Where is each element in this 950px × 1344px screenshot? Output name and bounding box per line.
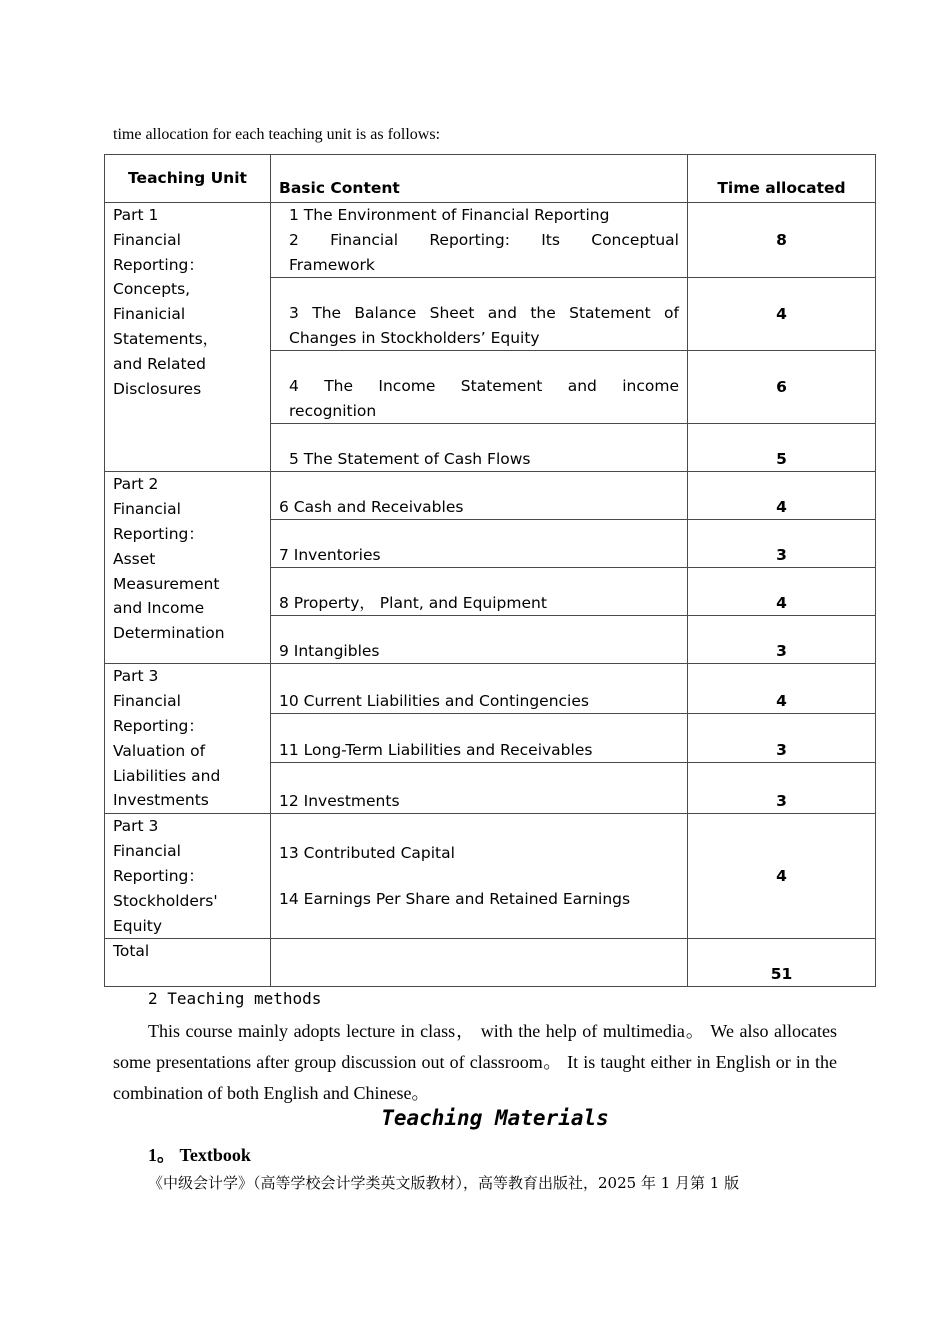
time-cell: 3 — [688, 616, 876, 664]
unit-line: Statements， — [113, 329, 219, 348]
total-row — [105, 939, 876, 987]
content-line: 13 Contributed Capital — [279, 843, 455, 862]
part3-unit-cell — [105, 664, 271, 814]
table-header-row — [105, 155, 876, 203]
unit-line: Financial — [113, 500, 181, 519]
unit-line: Reporting： — [113, 255, 204, 274]
content-cell: 8 Property， Plant, and Equipment — [271, 568, 688, 616]
time-cell: 4 — [688, 472, 876, 520]
unit-line: Part 3 — [113, 817, 159, 836]
total-label: Total — [105, 939, 271, 987]
unit-line: Financial — [113, 842, 181, 861]
unit-line: Reporting： — [113, 524, 204, 543]
unit-line: Reporting： — [113, 716, 204, 735]
table-row — [105, 664, 876, 714]
unit-line: Asset — [113, 549, 156, 568]
table-row — [105, 203, 876, 278]
content-cell: 9 Intangibles — [271, 616, 688, 664]
unit-line: Concepts, — [113, 280, 191, 299]
textbook-entry: 《中级会计学》（高等学校会计学类英文版教材），高等教育出版社，2025 年 1 月第 1 版 — [148, 1174, 740, 1192]
total-content-empty — [271, 939, 688, 987]
time-cell: 6 — [688, 351, 876, 424]
content-line: 2 Financial Reporting: Its Conceptual — [289, 230, 679, 249]
content-cell: 10 Current Liabilities and Contingencies — [271, 664, 688, 714]
content-cell: 6 Cash and Receivables — [271, 472, 688, 520]
unit-line: Liabilities and — [113, 766, 221, 785]
time-cell: 3 — [688, 714, 876, 763]
content-line: 14 Earnings Per Share and Retained Earnings — [279, 890, 631, 909]
unit-line: Part 2 — [113, 475, 159, 494]
header-teaching-unit: Teaching Unit — [105, 155, 271, 203]
header-basic-content: Basic Content — [271, 155, 688, 203]
content-cell: 11 Long-Term Liabilities and Receivables — [271, 714, 688, 763]
unit-line: Disclosures — [113, 379, 202, 398]
content-cell — [271, 351, 688, 424]
textbook-heading: 1。 Textbook — [148, 1145, 251, 1165]
teaching-methods-heading: 2 Teaching methods — [148, 989, 322, 1008]
unit-line: Part 3 — [113, 667, 159, 686]
content-line: 4 The Income Statement and income — [289, 376, 679, 395]
time-cell: 8 — [688, 203, 876, 278]
teaching-materials-title: Teaching Materials — [381, 1106, 609, 1130]
unit-line: Determination — [113, 624, 225, 643]
part4-unit-cell — [105, 814, 271, 939]
header-time-allocated: Time allocated — [688, 155, 876, 203]
intro-text: time allocation for each teaching unit is as follows: — [113, 126, 441, 143]
content-cell — [271, 814, 688, 939]
time-cell: 3 — [688, 763, 876, 814]
unit-line: Finanicial — [113, 305, 186, 324]
content-cell: 5 The Statement of Cash Flows — [271, 424, 688, 472]
time-cell: 4 — [688, 664, 876, 714]
table-row — [105, 814, 876, 939]
time-cell: 4 — [688, 814, 876, 939]
time-cell: 4 — [688, 568, 876, 616]
unit-line: Valuation of — [113, 741, 206, 760]
unit-line: Financial — [113, 692, 181, 711]
content-cell: 12 Investments — [271, 763, 688, 814]
content-cell — [271, 203, 688, 278]
unit-line: Stockholders' — [113, 891, 218, 910]
unit-line: and Related — [113, 354, 206, 373]
content-line: Framework — [289, 255, 375, 274]
unit-line: Part 1 — [113, 206, 159, 224]
unit-line: Financial — [113, 230, 181, 249]
teaching-methods-paragraph: This course mainly adopts lecture in class， with the help of multimedia。 We also allocates some presentations after group discussion out of classroom。 It is taught either in English or in the combination of both English and Chinese。 — [113, 1021, 837, 1103]
time-cell: 3 — [688, 520, 876, 568]
time-cell: 5 — [688, 424, 876, 472]
content-cell: 7 Inventories — [271, 520, 688, 568]
content-line: recognition — [289, 401, 377, 420]
unit-line: Equity — [113, 916, 163, 935]
content-line: 1 The Environment of Financial Reporting — [289, 206, 610, 224]
unit-line: Measurement — [113, 574, 220, 593]
part2-unit-cell — [105, 472, 271, 664]
time-cell: 4 — [688, 278, 876, 351]
content-cell: 3 The Balance Sheet and the Statement of Changes in Stockholders’ Equity — [271, 278, 688, 351]
unit-line: and Income — [113, 599, 205, 618]
table-row — [105, 472, 876, 520]
teaching-unit-table — [104, 154, 876, 987]
total-time: 51 — [688, 939, 876, 987]
part1-unit-cell — [105, 203, 271, 472]
unit-line: Reporting： — [113, 866, 204, 885]
unit-line: Investments — [113, 791, 209, 810]
